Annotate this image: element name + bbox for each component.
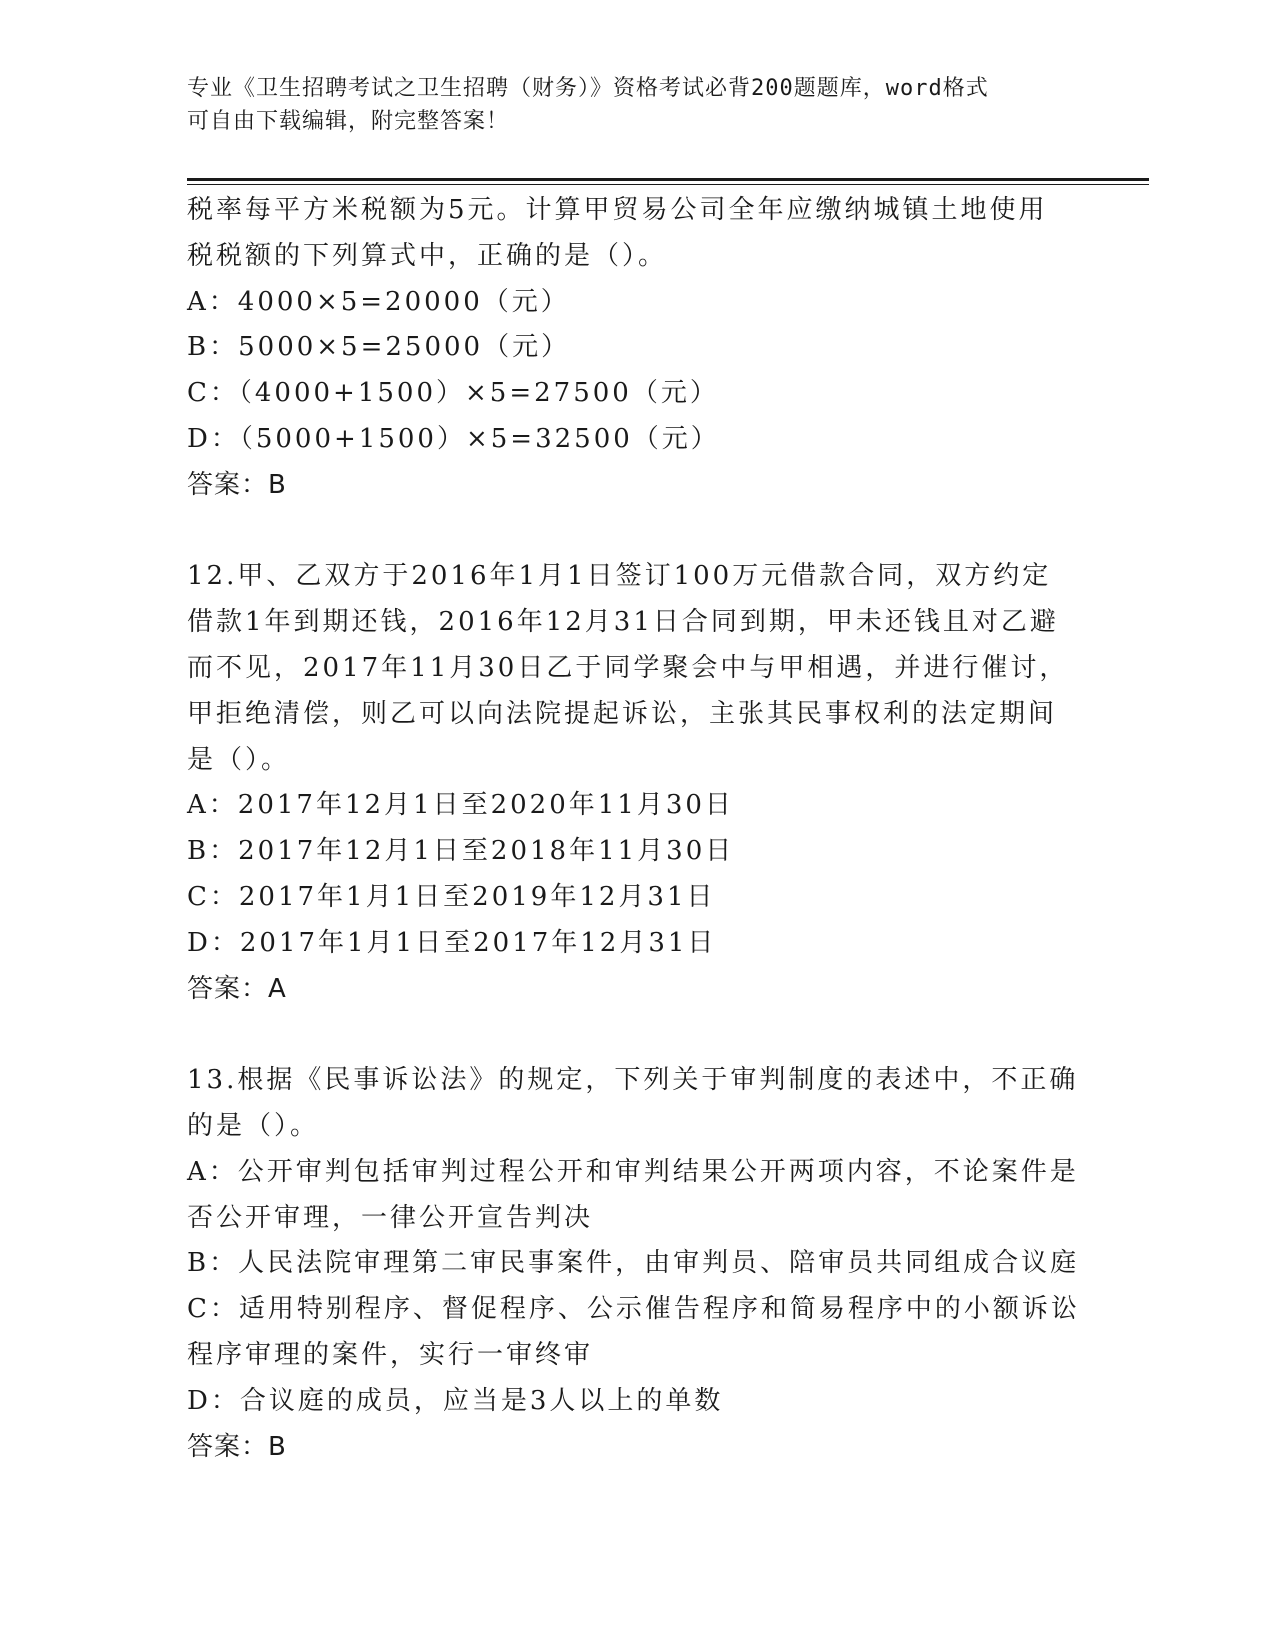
question-stem-line: 12.甲、乙双方于2016年1月1日签订100万元借款合同，双方约定: [187, 561, 1052, 592]
header-divider-thick: [187, 178, 1149, 181]
option-d: D：（5000+1500）×5=32500（元）: [187, 423, 720, 454]
answer-label: 答案：B: [187, 1431, 287, 1462]
question-stem-line: 税率每平方米税额为5元。计算甲贸易公司全年应缴纳城镇土地使用: [187, 195, 1048, 225]
option-a: A：2017年12月1日至2020年11月30日: [187, 790, 734, 821]
document-body: [187, 188, 1080, 1470]
option-a: A：公开审判包括审判过程公开和审判结果公开两项内容，不论案件是: [187, 1156, 1079, 1187]
question-stem-line: 是（）。: [187, 744, 291, 775]
option-b: B：2017年12月1日至2018年11月30日: [187, 836, 735, 867]
question-stem-line: 13.根据《民事诉讼法》的规定，下列关于审判制度的表述中，不正确: [187, 1065, 1079, 1096]
answer-label: 答案：B: [187, 469, 287, 500]
option-b: B：人民法院审理第二审民事案件，由审判员、陪审员共同组成合议庭: [187, 1248, 1080, 1279]
question-13: [187, 1058, 1080, 1470]
option-c-continued: 程序审理的案件，实行一审终审: [187, 1339, 594, 1370]
option-b: B：5000×5=25000（元）: [187, 332, 571, 363]
option-d: D：2017年1月1日至2017年12月31日: [187, 927, 717, 958]
header-title-line-1: 专业《卫生招聘考试之卫生招聘（财务）》资格考试必背200题题库，word格式: [187, 76, 989, 101]
option-c: C：适用特别程序、督促程序、公示催告程序和简易程序中的小额诉讼: [187, 1294, 1080, 1325]
option-c: C：2017年1月1日至2019年12月31日: [187, 881, 716, 912]
question-stem-line: 借款1年到期还钱，2016年12月31日合同到期，甲未还钱且对乙避: [187, 607, 1059, 638]
question-11: [187, 188, 1067, 509]
option-a: A：4000×5=20000（元）: [187, 286, 570, 317]
option-c: C：（4000+1500）×5=27500（元）: [187, 378, 719, 409]
question-stem-line: 而不见，2017年11月30日乙于同学聚会中与甲相遇，并进行催讨，: [187, 652, 1069, 683]
question-stem-line: 的是（）。: [187, 1110, 320, 1141]
header-divider-thin: [187, 184, 1149, 185]
header-title-line-2: 可自由下载编辑，附完整答案！: [187, 109, 510, 134]
question-spacer: [187, 1012, 1067, 1058]
question-12: [187, 554, 1067, 1012]
option-a-continued: 否公开审理，一律公开宣告判决: [187, 1202, 594, 1233]
document-header: [187, 72, 1087, 138]
question-stem-line: 甲拒绝清偿，则乙可以向法院提起诉讼，主张其民事权利的法定期间: [187, 698, 1058, 729]
question-stem-line: 税税额的下列算式中，正确的是（）。: [187, 240, 668, 271]
option-d: D：合议庭的成员，应当是3人以上的单数: [187, 1385, 724, 1416]
question-spacer: [187, 509, 1067, 555]
answer-label: 答案：A: [187, 973, 287, 1004]
